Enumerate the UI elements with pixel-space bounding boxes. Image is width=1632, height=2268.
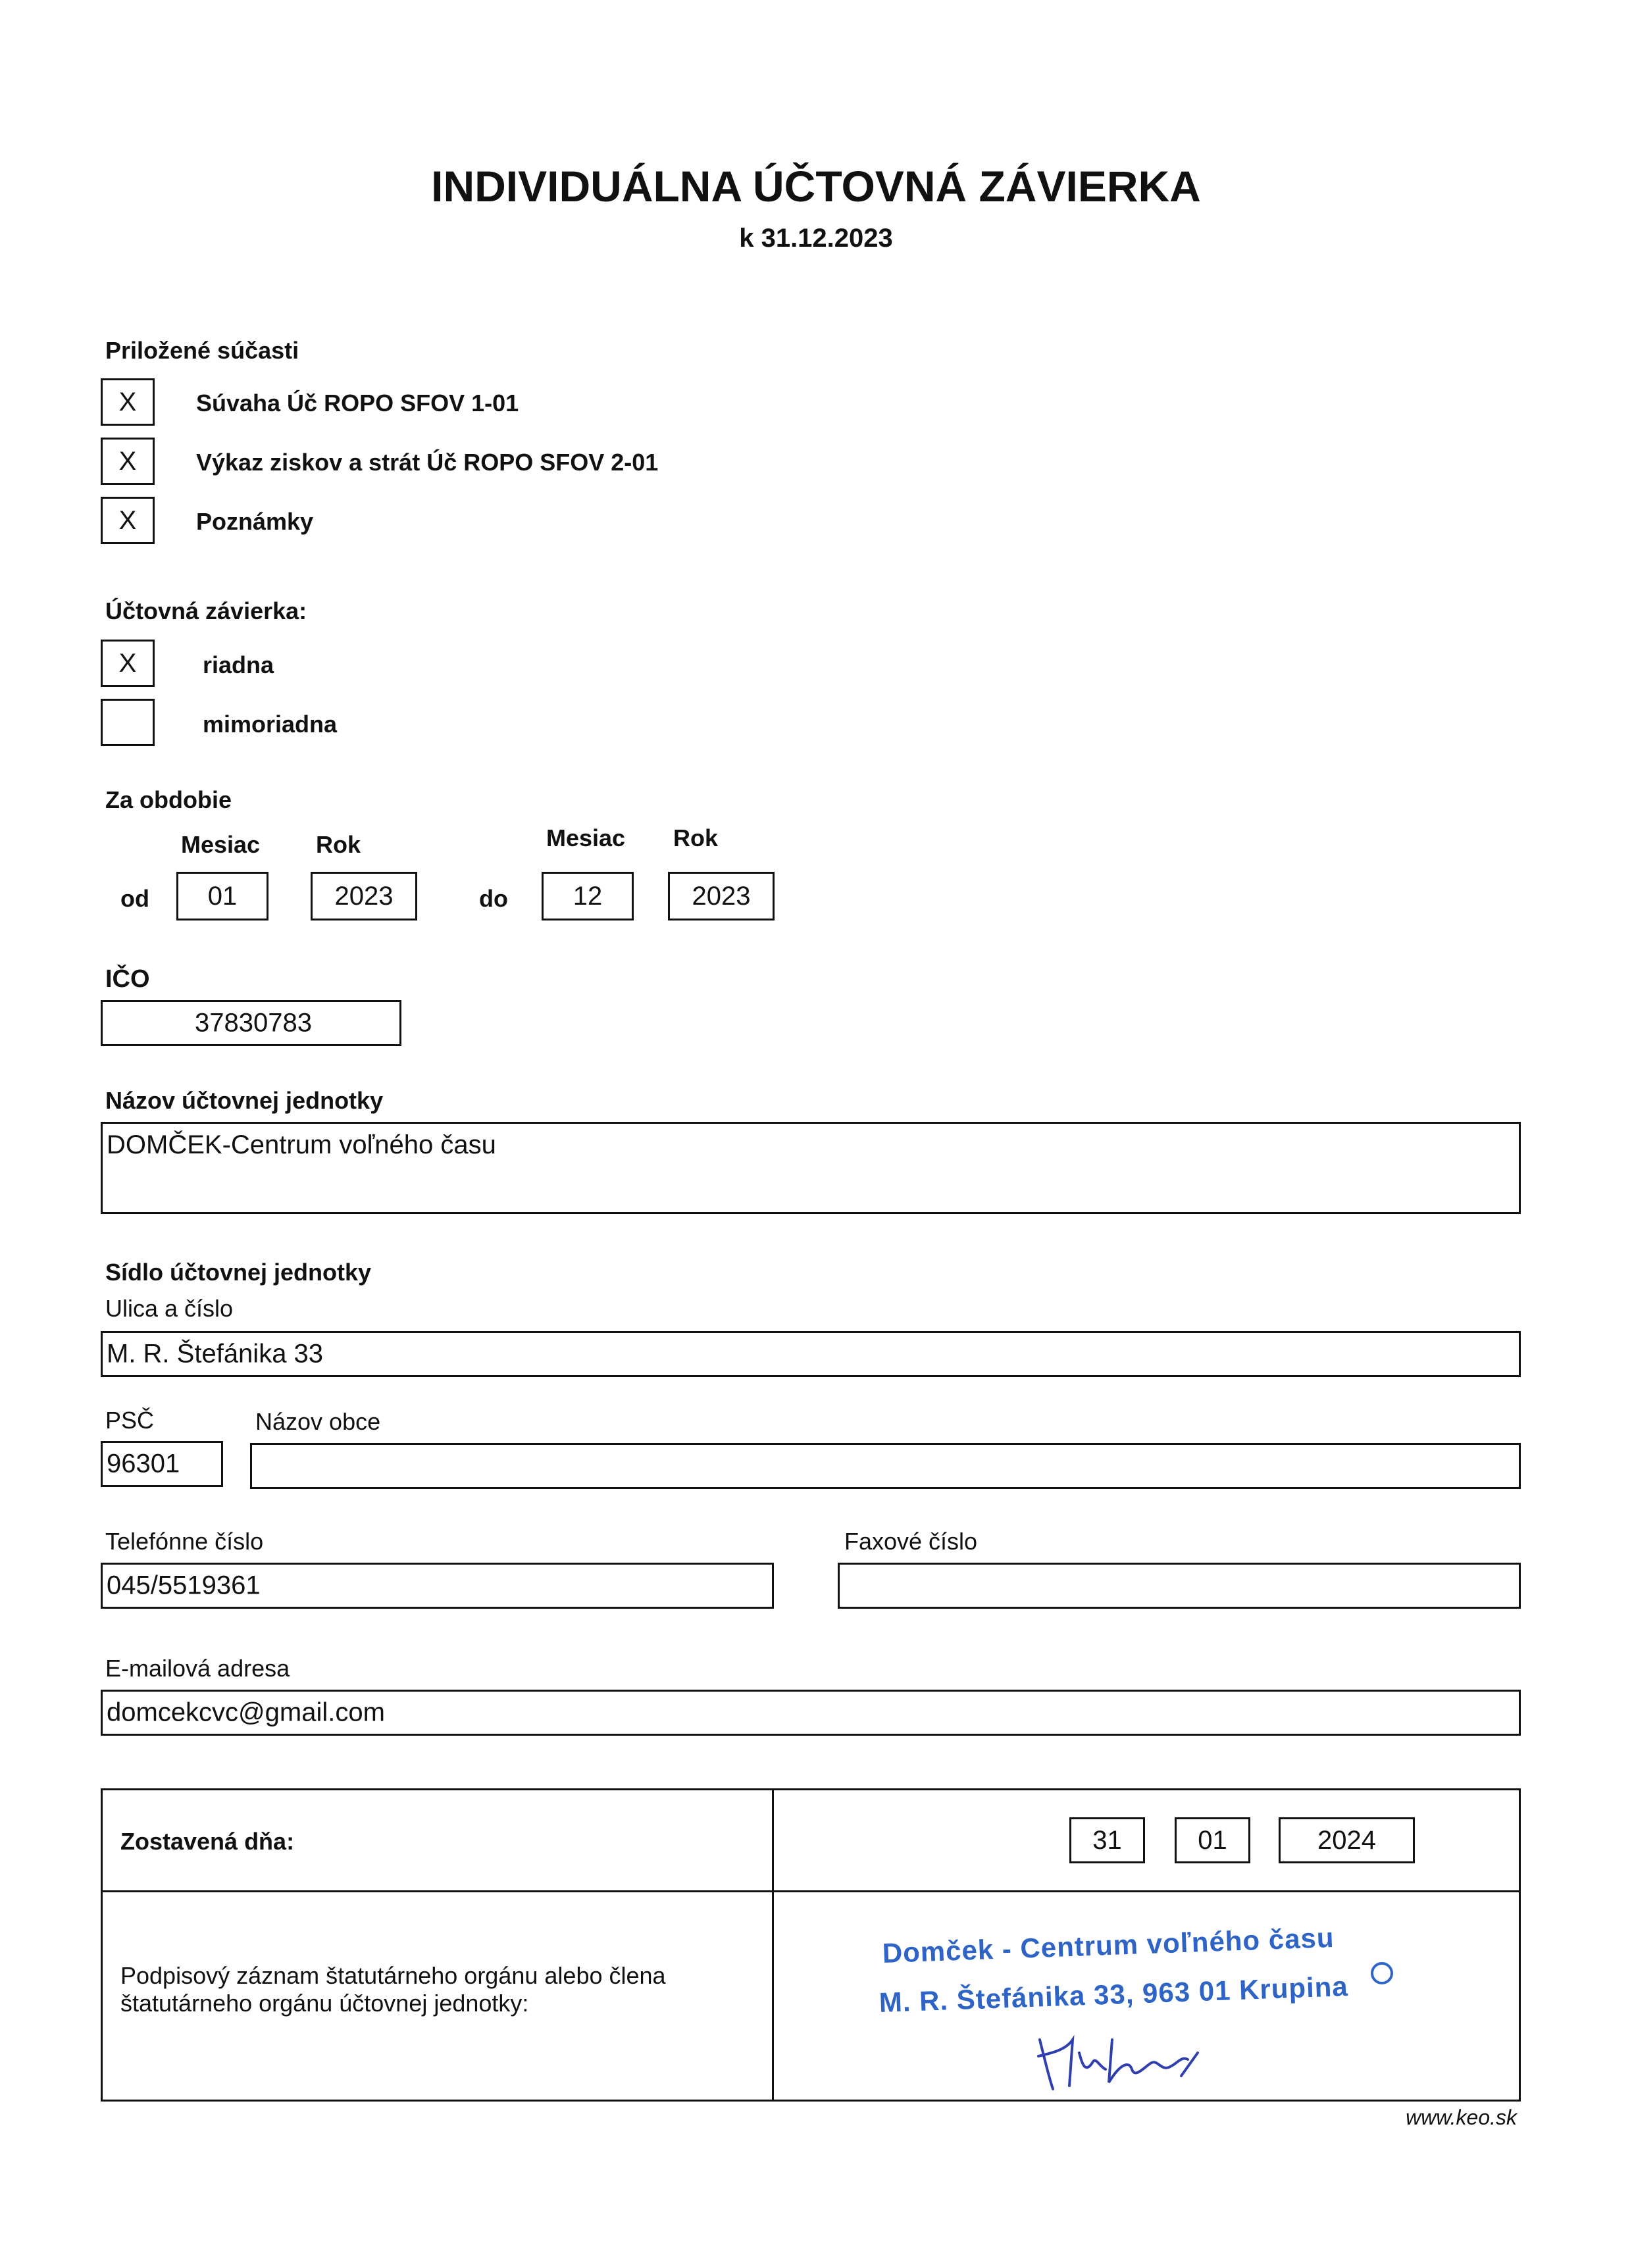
psc-label: PSČ [105, 1407, 155, 1434]
ico-value: 37830783 [195, 1008, 312, 1038]
table-horizontal-divider [101, 1890, 1521, 1892]
from-month-field[interactable]: 01 [176, 872, 268, 920]
psc-field[interactable] [101, 1441, 223, 1487]
from-label: od [120, 885, 149, 912]
page-subtitle: k 31.12.2023 [739, 224, 893, 253]
psc-value: 96301 [107, 1449, 180, 1478]
handwritten-signature [1033, 2027, 1204, 2092]
phone-label: Telefónne číslo [105, 1528, 264, 1555]
stamp-line1: Domček - Centrum voľného času [882, 1922, 1335, 1969]
attachments-label: Priložené súčasti [105, 337, 299, 364]
fax-field[interactable] [838, 1563, 1521, 1609]
ico-label: IČO [105, 965, 150, 993]
footer-url: www.keo.sk [1406, 2105, 1517, 2129]
to-month-header: Mesiac [546, 824, 626, 851]
to-label: do [479, 885, 508, 912]
attachment-balance-sheet-label: Súvaha Úč ROPO SFOV 1-01 [196, 390, 519, 416]
signature-label-line2: štatutárneho orgánu účtovnej jednotky: [120, 1990, 529, 2017]
to-year-field[interactable]: 2023 [668, 872, 775, 920]
phone-field[interactable] [101, 1563, 774, 1609]
email-value: domcekcvc@gmail.com [107, 1698, 385, 1727]
email-field[interactable] [101, 1690, 1521, 1736]
compiled-day-field[interactable]: 31 [1069, 1817, 1145, 1863]
compiled-label: Zostavená dňa: [120, 1828, 295, 1855]
period-label: Za obdobie [105, 786, 232, 813]
address-label: Sídlo účtovnej jednotky [105, 1259, 372, 1286]
entity-name-value: DOMČEK-Centrum voľného času [107, 1130, 496, 1159]
entity-name-label: Názov účtovnej jednotky [105, 1087, 384, 1114]
phone-value: 045/5519361 [107, 1571, 261, 1600]
checkbox-regular[interactable]: X [101, 640, 155, 687]
from-year-header: Rok [316, 831, 361, 858]
compiled-month-field[interactable]: 01 [1175, 1817, 1250, 1863]
to-year-header: Rok [673, 824, 719, 851]
city-field[interactable] [250, 1443, 1521, 1489]
page-title: INDIVIDUÁLNA ÚČTOVNÁ ZÁVIERKA [431, 162, 1201, 211]
compiled-year-field[interactable]: 2024 [1279, 1817, 1415, 1863]
attachment-income-statement-label: Výkaz ziskov a strát Úč ROPO SFOV 2-01 [196, 449, 659, 476]
statement-type-label: Účtovná závierka: [105, 597, 307, 624]
street-field[interactable] [101, 1331, 1521, 1377]
signature-label-line1: Podpisový záznam štatutárneho orgánu alebo člena [120, 1962, 666, 1989]
stamp-circle-icon [1371, 1962, 1393, 1984]
from-year-field[interactable]: 2023 [311, 872, 417, 920]
street-value: M. R. Štefánika 33 [107, 1339, 324, 1369]
attachment-notes-label: Poznámky [196, 508, 314, 535]
street-label: Ulica a číslo [105, 1295, 234, 1322]
city-label: Názov obce [255, 1408, 381, 1435]
checkbox-notes[interactable]: X [101, 497, 155, 544]
checkbox-income-statement[interactable]: X [101, 438, 155, 485]
entity-name-field[interactable] [101, 1122, 1521, 1214]
checkbox-balance-sheet[interactable]: X [101, 378, 155, 426]
ico-field[interactable] [101, 1000, 401, 1046]
checkbox-extraordinary[interactable] [101, 699, 155, 746]
email-label: E-mailová adresa [105, 1655, 290, 1682]
stamp-line2: M. R. Štefánika 33, 963 01 Krupina [879, 1971, 1349, 2018]
to-month-field[interactable]: 12 [542, 872, 634, 920]
fax-label: Faxové číslo [844, 1528, 978, 1555]
regular-label: riadna [203, 651, 274, 678]
from-month-header: Mesiac [181, 831, 261, 858]
table-vertical-divider [772, 1788, 774, 2102]
extraordinary-label: mimoriadna [203, 711, 338, 738]
